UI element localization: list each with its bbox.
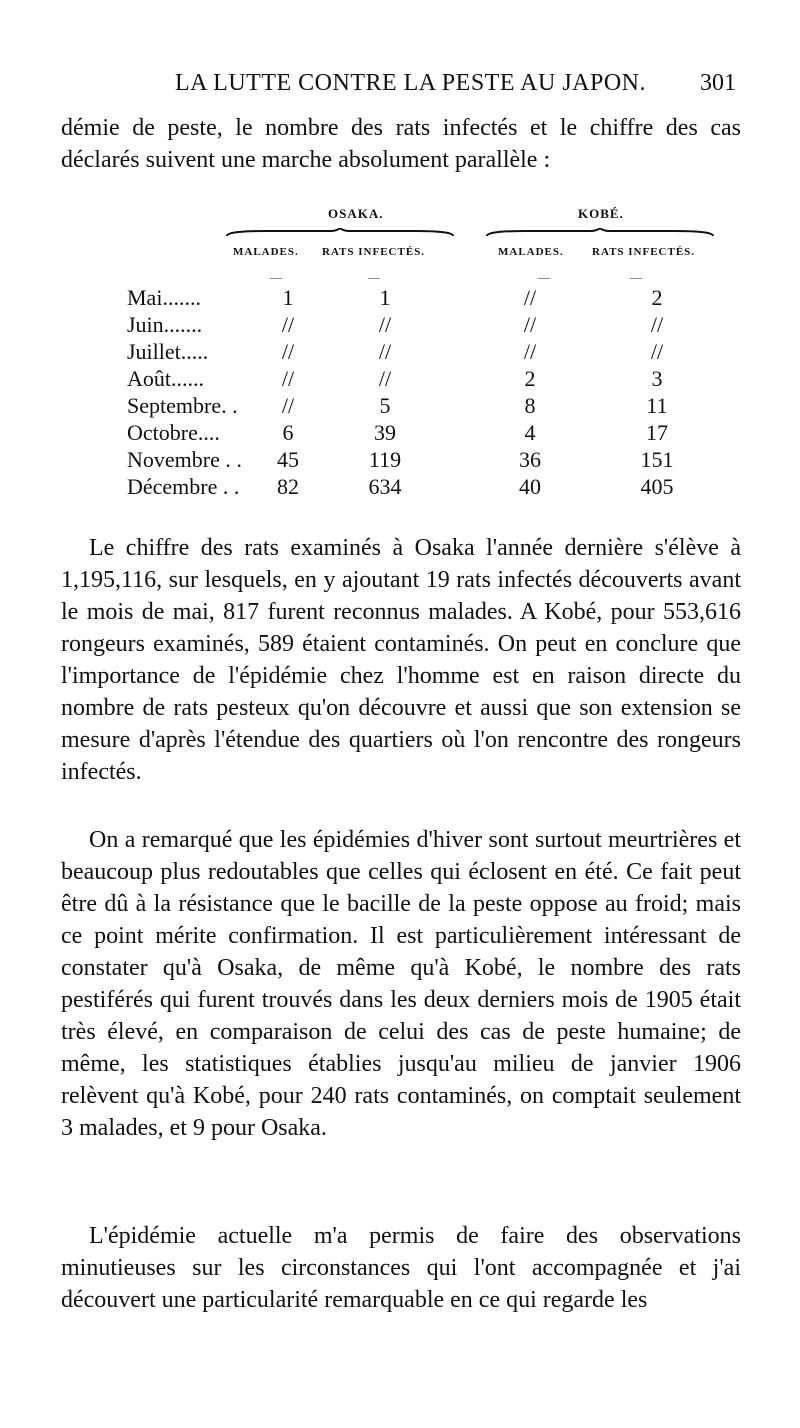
page-number: 301 — [700, 70, 736, 96]
column-dash: — — [368, 270, 380, 284]
table-row — [0, 285, 800, 315]
kobe-brace — [485, 228, 715, 238]
col-header-kobe-rats: RATS INFECTÉS. — [592, 246, 696, 258]
running-title: LA LUTTE CONTRE LA PESTE AU JAPON. — [175, 70, 647, 96]
kobe-malades-cell: 2 — [524, 366, 536, 391]
table-row — [0, 312, 800, 342]
month-label: Septembre. . — [127, 393, 238, 418]
osaka-brace — [225, 228, 455, 238]
month-label: Novembre . . — [127, 447, 242, 472]
osaka-rats-cell: // — [378, 366, 392, 391]
osaka-rats-cell: 119 — [368, 447, 402, 472]
osaka-malades-cell: // — [281, 366, 295, 391]
page-header — [0, 70, 800, 110]
kobe-malades-cell: 8 — [524, 393, 536, 418]
table-row — [0, 447, 800, 477]
osaka-rats-cell: 634 — [368, 474, 402, 499]
month-label: Mai....... — [127, 285, 201, 310]
group-header-osaka: OSAKA. — [328, 206, 384, 221]
column-dash: — — [630, 270, 642, 284]
osaka-malades-cell: 1 — [282, 285, 294, 310]
kobe-malades-cell: 40 — [519, 474, 541, 499]
table-row — [0, 474, 800, 504]
table-row — [0, 339, 800, 369]
column-dash: — — [270, 270, 282, 284]
month-label: Août...... — [127, 366, 204, 391]
osaka-malades-cell: // — [281, 312, 295, 337]
month-label: Juillet..... — [127, 339, 209, 364]
osaka-rats-cell: 1 — [379, 285, 391, 310]
month-label: Juin....... — [127, 312, 203, 337]
statistics-table — [0, 200, 800, 500]
osaka-malades-cell: // — [281, 393, 295, 418]
month-label: Décembre . . — [127, 474, 240, 499]
kobe-rats-cell: // — [650, 339, 664, 364]
kobe-rats-cell: 17 — [646, 420, 668, 445]
kobe-malades-cell: // — [523, 285, 537, 310]
col-header-osaka-rats: RATS INFECTÉS. — [322, 246, 426, 258]
kobe-rats-cell: 151 — [640, 447, 674, 472]
kobe-rats-cell: 3 — [651, 366, 663, 391]
table-row — [0, 393, 800, 423]
body-paragraph: Le chiffre des rats examinés à Osaka l'année dernière s'élève à 1,195,116, sur lesquels, en y ajoutant 19 rats infectés découverts avant le mois de mai, 817 furent reconnus malades. A Kobé, pour 553,616 rongeurs examinés, 589 étaient contaminés. On peut en conclure que l'importance de l'épidémie chez l'homme est en raison directe du nombre de rats pesteux qu'on découvre et aussi que son extension se mesure d'après l'étendue des quartiers où l'on rencontre des rongeurs infectés. — [61, 535, 741, 785]
osaka-malades-cell: 45 — [277, 447, 299, 472]
osaka-rats-cell: 39 — [374, 420, 396, 445]
osaka-malades-cell: 6 — [282, 420, 294, 445]
kobe-malades-cell: 4 — [524, 420, 536, 445]
osaka-rats-cell: // — [378, 312, 392, 337]
osaka-malades-cell: // — [281, 339, 295, 364]
kobe-rats-cell: 11 — [646, 393, 668, 418]
kobe-malades-cell: // — [523, 339, 537, 364]
kobe-malades-cell: 36 — [519, 447, 541, 472]
kobe-rats-cell: 405 — [640, 474, 674, 499]
month-label: Octobre.... — [127, 420, 220, 445]
table-row — [0, 366, 800, 396]
osaka-malades-cell: 82 — [277, 474, 299, 499]
group-header-kobe: KOBÉ. — [578, 206, 624, 221]
col-header-kobe-malades: MALADES. — [498, 246, 564, 258]
column-dash: — — [538, 270, 550, 284]
col-header-osaka-malades: MALADES. — [233, 246, 299, 258]
table-row — [0, 420, 800, 450]
body-paragraph: L'épidémie actuelle m'a permis de faire des observations minutieuses sur les circonstances qui l'ont accompagnée et j'ai découvert une particularité remarquable en ce qui regarde les — [61, 1223, 741, 1313]
kobe-malades-cell: // — [523, 312, 537, 337]
osaka-rats-cell: // — [378, 339, 392, 364]
intro-paragraph: démie de peste, le nombre des rats infectés et le chiffre des cas déclarés suivent une marche absolument parallèle : — [61, 115, 741, 173]
body-paragraph: On a remarqué que les épidémies d'hiver sont surtout meurtrières et beaucoup plus redoutables que celles qui éclosent en été. Ce fait peut être dû à la résistance que le bacille de la peste oppose au froid; mais ce point mérite confirmation. Il est particulièrement intéressant de constater qu'à Osaka, de même qu'à Kobé, le nombre des rats pestiférés qui furent trouvés dans les deux derniers mois de 1905 était très élevé, en comparaison de celui des cas de peste humaine; de même, les statistiques établies jusqu'au milieu de janvier 1906 relèvent qu'à Kobé, pour 240 rats contaminés, on comptait seulement 3 malades, et 9 pour Osaka. — [61, 827, 741, 1141]
kobe-rats-cell: 2 — [651, 285, 663, 310]
kobe-rats-cell: // — [650, 312, 664, 337]
osaka-rats-cell: 5 — [379, 393, 391, 418]
